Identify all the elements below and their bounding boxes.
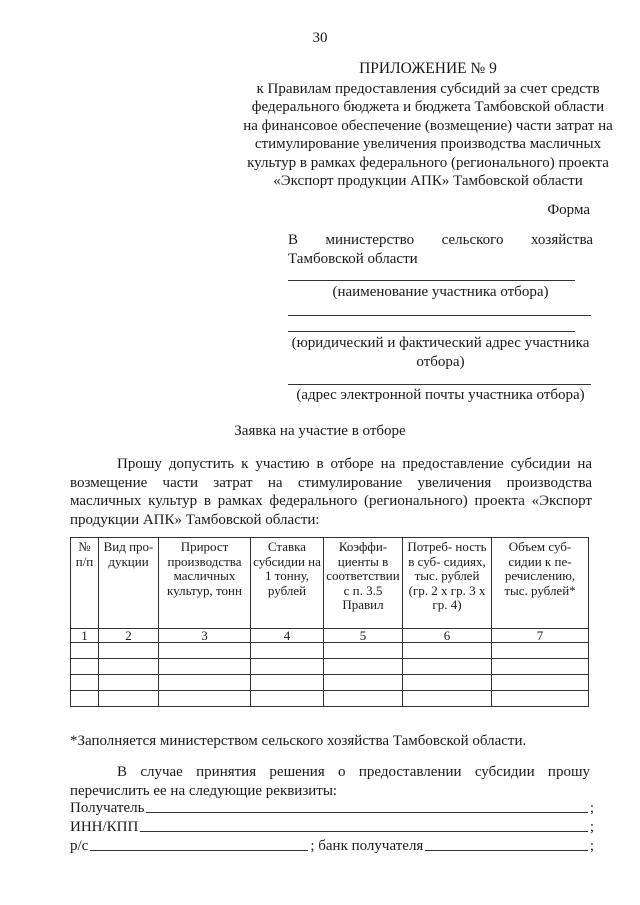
- table-cell[interactable]: [492, 659, 589, 675]
- table-cell[interactable]: [492, 643, 589, 659]
- address-field-line-2[interactable]: [288, 331, 575, 332]
- col-number: 5: [324, 629, 403, 643]
- table-cell[interactable]: [71, 643, 99, 659]
- account-input[interactable]: [90, 849, 308, 851]
- table-cell[interactable]: [324, 643, 403, 659]
- appendix-line: «Экспорт продукции АПК» Тамбовской области: [273, 173, 583, 189]
- col-number: 7: [492, 629, 589, 643]
- table-cell[interactable]: [251, 691, 324, 707]
- col-header: № п/п: [71, 538, 99, 629]
- account-row: [70, 836, 594, 855]
- appendix-line: к Правилам предоставления субсидий за счет средств: [256, 80, 600, 97]
- col-number: 1: [71, 629, 99, 643]
- inn-kpp-label: ИНН/КПП: [70, 819, 139, 835]
- table-row: [71, 675, 589, 691]
- table-cell[interactable]: [71, 691, 99, 707]
- col-header: Вид про- дукции: [99, 538, 159, 629]
- line-end: ;: [589, 819, 594, 835]
- subsidy-table: [70, 537, 589, 707]
- table-cell[interactable]: [403, 675, 492, 691]
- table-cell[interactable]: [159, 675, 251, 691]
- table-cell[interactable]: [403, 643, 492, 659]
- table-row: [71, 643, 589, 659]
- table-cell[interactable]: [71, 659, 99, 675]
- request-paragraph: Прошу допустить к участию в отборе на предоставление субсидии на возмещение части затрат на стимулирование увеличения производства масличных культур в рамках федерального (регионального) проекта «Экспорт продукции АПК» Тамбовской области:: [70, 456, 592, 528]
- table-cell[interactable]: [99, 691, 159, 707]
- col-number: 3: [159, 629, 251, 643]
- table-cell[interactable]: [403, 691, 492, 707]
- table-row: [71, 659, 589, 675]
- col-header: Ставка субсидии на 1 тонну, рублей: [251, 538, 324, 629]
- table-cell[interactable]: [99, 659, 159, 675]
- appendix-line: федерального бюджета и бюджета Тамбовской области: [251, 99, 605, 115]
- email-caption: (адрес электронной почты участника отбора): [296, 387, 585, 403]
- appendix-header: [228, 60, 628, 191]
- email-field-line[interactable]: [288, 384, 591, 385]
- recipient-row: [70, 798, 594, 817]
- table-row: [71, 691, 589, 707]
- col-header: Объем суб- сидии к пе- речислению, тыс. рублей*: [492, 538, 589, 629]
- appendix-title: ПРИЛОЖЕНИЕ № 9: [359, 60, 497, 77]
- column-number-row: [71, 629, 589, 643]
- appendix-line: культур в рамках федерального (регионального) проекта: [247, 154, 609, 171]
- table-cell[interactable]: [159, 691, 251, 707]
- col-number: 6: [403, 629, 492, 643]
- footnote: *Заполняется министерством сельского хозяйства Тамбовской области.: [70, 733, 527, 749]
- table-cell[interactable]: [324, 675, 403, 691]
- form-label: Форма: [547, 202, 590, 218]
- table-cell[interactable]: [159, 659, 251, 675]
- line-end: ;: [589, 838, 594, 854]
- table-cell[interactable]: [403, 659, 492, 675]
- table-cell[interactable]: [492, 675, 589, 691]
- table-cell[interactable]: [99, 675, 159, 691]
- account-label: р/с: [70, 838, 89, 854]
- addressee-line: Тамбовской области: [288, 251, 418, 267]
- address-field-line-1[interactable]: [288, 315, 591, 316]
- col-header: Прирост производства масличных культур, тонн: [159, 538, 251, 629]
- table-cell[interactable]: [251, 643, 324, 659]
- table-cell[interactable]: [159, 643, 251, 659]
- payment-paragraph: В случае принятия решения о предоставлении субсидии прошу перечислить ее на следующие реквизиты:: [70, 764, 590, 799]
- bank-input[interactable]: [425, 849, 588, 851]
- table-header-row: [71, 538, 589, 629]
- name-field-line[interactable]: [288, 280, 575, 281]
- table-cell[interactable]: [99, 643, 159, 659]
- table-cell[interactable]: [71, 675, 99, 691]
- col-header: Потреб- ность в суб- сидиях, тыс. рублей (гр. 2 х гр. 3 х гр. 4): [403, 538, 492, 629]
- addressee-line: В министерство сельского хозяйства: [288, 232, 593, 248]
- table-cell[interactable]: [251, 675, 324, 691]
- inn-kpp-input[interactable]: [140, 830, 587, 832]
- recipient-label: Получатель: [70, 800, 145, 816]
- bank-label: ; банк получателя: [310, 838, 424, 854]
- document-title: Заявка на участие в отборе: [234, 423, 406, 439]
- col-header: Коэффи- циенты в соответствии с п. 3.5 Правил: [324, 538, 403, 629]
- inn-kpp-row: [70, 817, 594, 836]
- recipient-input[interactable]: [146, 811, 587, 813]
- table-cell[interactable]: [251, 659, 324, 675]
- addressee-block: [288, 231, 593, 269]
- name-caption: (наименование участника отбора): [332, 284, 549, 300]
- col-number: 2: [99, 629, 159, 643]
- table-cell[interactable]: [324, 691, 403, 707]
- table-cell[interactable]: [492, 691, 589, 707]
- page-number: 30: [312, 30, 328, 46]
- address-caption: (юридический и фактический адрес участника отбора): [291, 335, 590, 370]
- col-number: 4: [251, 629, 324, 643]
- appendix-line: стимулирование увеличения производства масличных: [254, 136, 602, 152]
- appendix-line: на финансовое обеспечение (возмещение) части затрат на: [243, 117, 613, 134]
- table-cell[interactable]: [324, 659, 403, 675]
- line-end: ;: [589, 800, 594, 816]
